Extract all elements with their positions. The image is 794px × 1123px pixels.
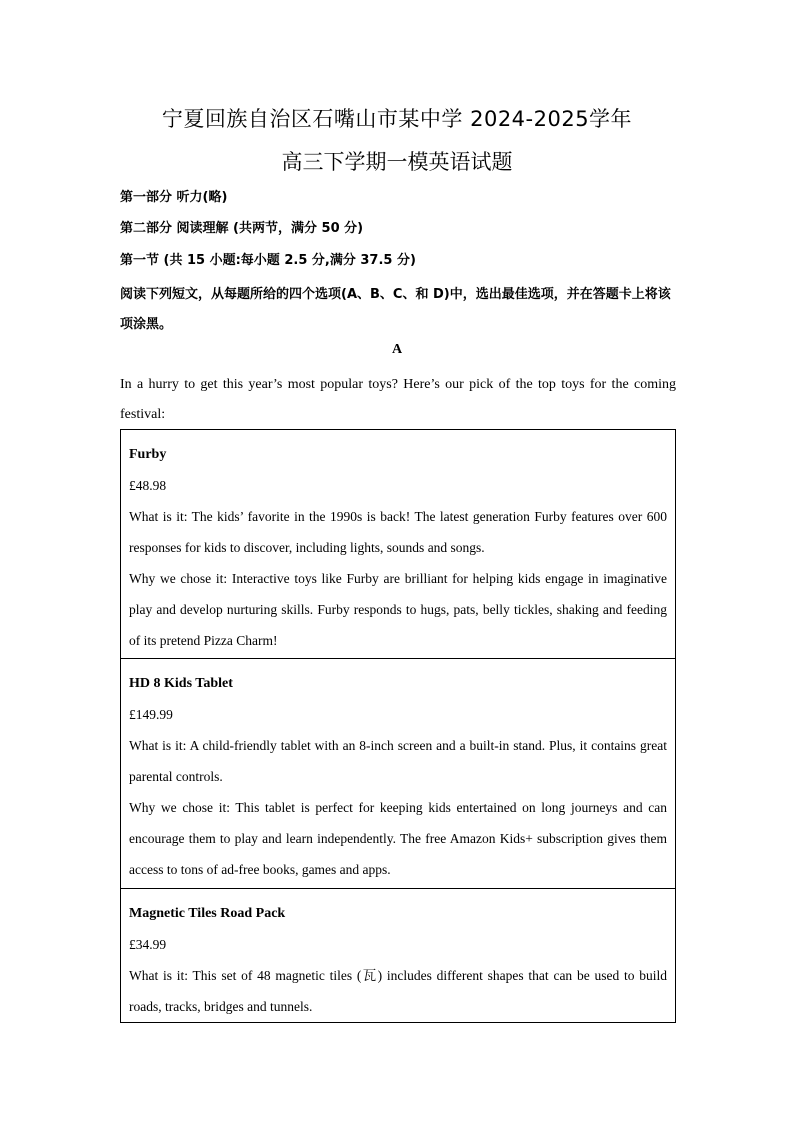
toy-what-is-it: What is it: The kids’ favorite in the 1990s is back! The latest generation Furby features over 600 responses for kids to discover, including lights, sounds and songs. xyxy=(129,509,667,555)
toy-why-chosen: Why we chose it: This tablet is perfect for keeping kids entertained on long journeys and can encourage them to play and learn independently. The free Amazon Kids+ subscription gives them access to tons of ad-free books, games and apps. xyxy=(129,800,667,877)
passage-intro: In a hurry to get this year’s most popular toys? Here’s our pick of the top toys for the coming festival: xyxy=(120,377,676,422)
toy-cell-tablet xyxy=(121,659,675,889)
toy-why-chosen: Why we chose it: Interactive toys like Furby are brilliant for helping kids engage in imaginative play and develop nurturing skills. Furby responds to hugs, pats, belly tickles, shaking and feeding of its pretend Pizza Charm! xyxy=(129,571,667,648)
toy-price: £48.98 xyxy=(129,478,167,493)
toy-name: Furby xyxy=(129,447,167,462)
passage-label: A xyxy=(391,342,403,357)
toy-what-is-it: What is it: A child-friendly tablet with an 8-inch screen and a built-in stand. Plus, it contains great parental controls. xyxy=(129,738,667,784)
document-title-line2: 高三下学期一模英语试题 xyxy=(281,150,513,174)
toy-what-is-it: What is it: This set of 48 magnetic tiles (瓦) includes different shapes that can be used to build roads, tracks, bridges and tunnels. xyxy=(129,968,667,1014)
part1-heading: 第一部分 听力(略) xyxy=(120,190,228,205)
toy-name: HD 8 Kids Tablet xyxy=(129,676,233,691)
toy-price: £149.99 xyxy=(129,707,173,722)
part2-heading: 第二部分 阅读理解 (共两节，满分 50 分) xyxy=(120,221,364,236)
toy-name: Magnetic Tiles Road Pack xyxy=(129,906,286,921)
toy-cell-magnetic-tiles xyxy=(121,889,675,1022)
document-title-line1: 宁夏回族自治区石嘴山市某中学 2024-2025学年 xyxy=(161,107,633,131)
instructions-text: 阅读下列短文，从每题所给的四个选项(A、B、C、和 D)中，选出最佳选项，并在答题卡上将该项涂黑。 xyxy=(120,287,671,332)
toy-cell-furby xyxy=(121,430,675,659)
section1-heading: 第一节 (共 15 小题:每小题 2.5 分,满分 37.5 分) xyxy=(120,253,416,268)
toy-price: £34.99 xyxy=(129,937,167,952)
toys-table xyxy=(120,429,676,1023)
